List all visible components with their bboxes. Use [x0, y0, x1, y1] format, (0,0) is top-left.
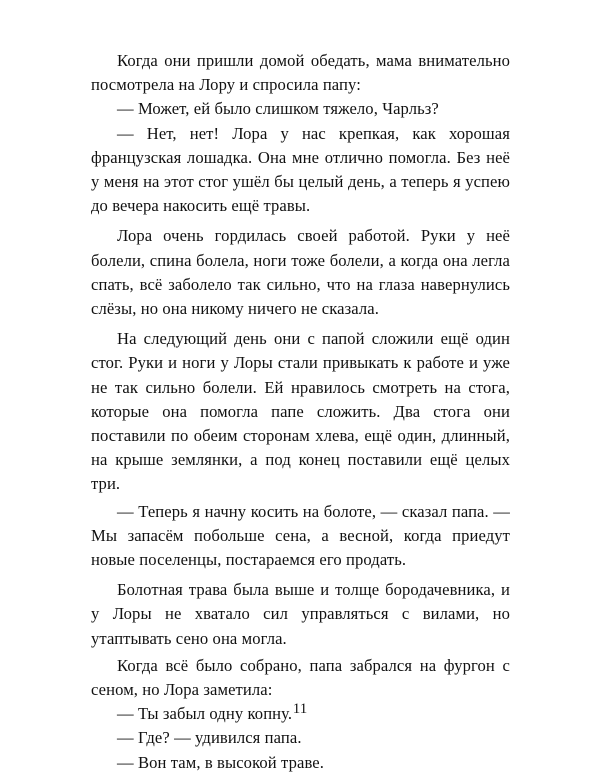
- paragraph: — Нет, нет! Лора у нас крепкая, как хорошая французская лошадка. Она мне отлично помогла. Без неё у меня на этот стог ушёл бы целый день, а теперь я успею до вечера накосить ещё травы.: [91, 123, 510, 216]
- paragraph: — Теперь я начну косить на болоте, — сказал папа. — Мы запасём побольше сена, а весной, когда приедут новые поселенцы, постараемся его продать.: [91, 501, 510, 570]
- page-text: [91, 49, 510, 775]
- paragraph: Лора очень гордилась своей работой. Руки у неё болели, спина болела, ноги тоже болели, а когда она легла спать, всё заболело так сильно, что на глаза навернулись слёзы, но она никому ничего не сказала.: [91, 226, 510, 319]
- page-number: 11: [292, 701, 308, 717]
- paragraph: Когда они пришли домой обедать, мама внимательно посмотрела на Лору и спросила папу:: [91, 51, 510, 95]
- paragraph: — Где? — удивился папа.: [117, 728, 302, 748]
- paragraph: — Вон там, в высокой траве.: [117, 752, 324, 772]
- paragraph: Когда всё было собрано, папа забрался на фургон с сеном, но Лора заметила:: [91, 655, 510, 700]
- paragraph: — Может, ей было слишком тяжело, Чарльз?: [117, 99, 439, 119]
- paragraph: Болотная трава была выше и толще бородачевника, и у Лоры не хватало сил управляться с вилами, но утаптывать сено она могла.: [91, 580, 510, 648]
- paragraph: На следующий день они с папой сложили ещё один стог. Руки и ноги у Лоры стали привыкать к работе и уже не так сильно болели. Ей нравилось смотреть на стога, которые она помогла папе сложить. Два стога они поставили по обеим сторонам хлева, ещё один, длинный, на крыше землянки, а под конец поставили ещё целых три.: [91, 329, 510, 494]
- paragraph: — Ты забыл одну копну.: [117, 704, 293, 724]
